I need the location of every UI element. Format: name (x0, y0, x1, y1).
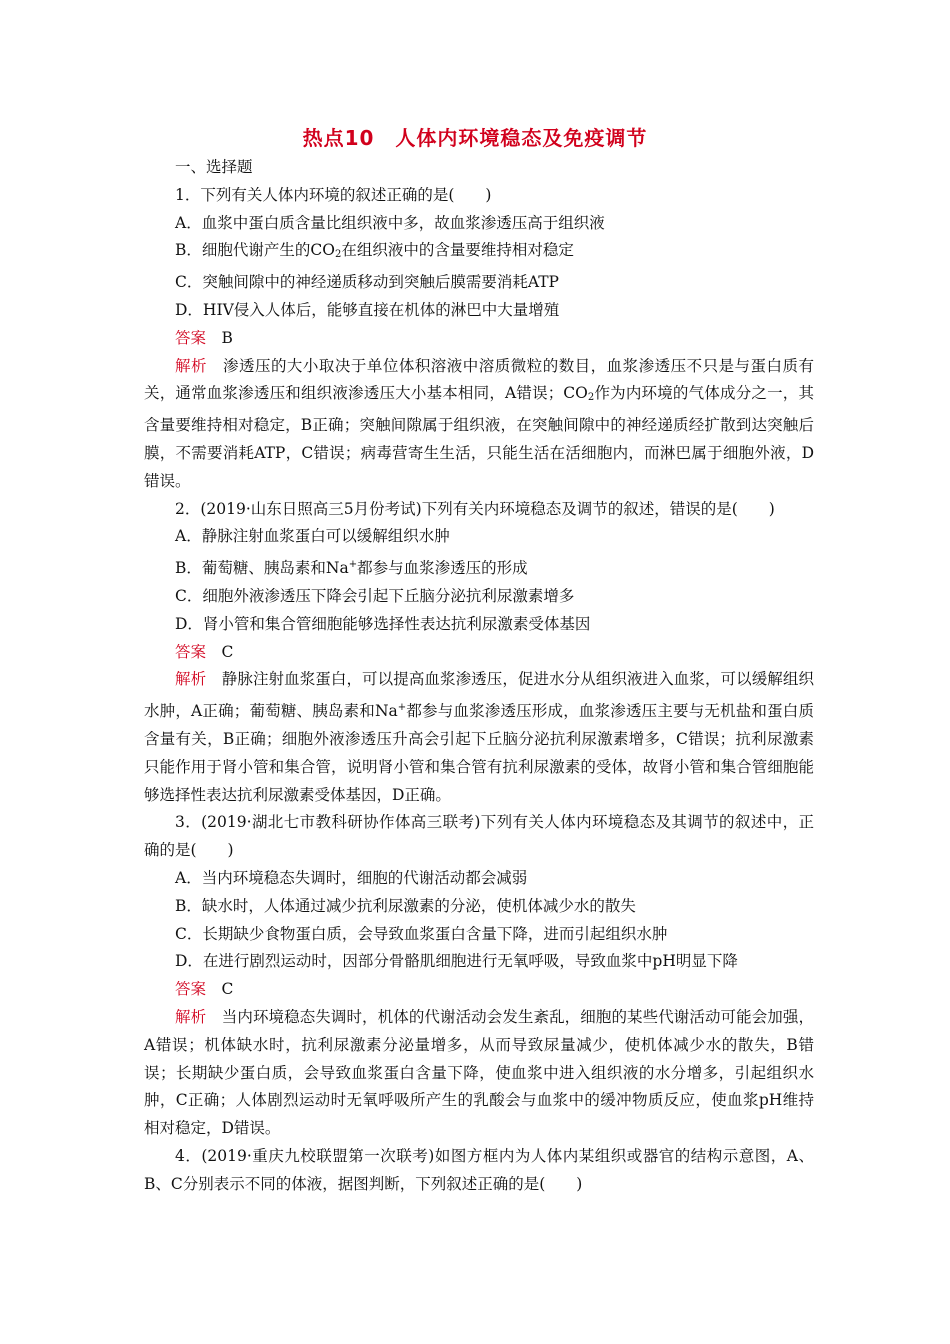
q1-analysis-text-1: 渗透压的大小取决于单位体积溶液中溶质微粒的数目，血浆渗透压不只是与蛋白质有关，通常血浆渗透压和组织液渗透压大小基本相同，A错误；CO (144, 356, 814, 403)
q1-analysis (144, 353, 814, 496)
q2-option-d: D．肾小管和集合管细胞能够选择性表达抗利尿激素受体基因 (175, 614, 591, 633)
q1-option-c: C．突触间隙中的神经递质移动到突触后膜需要消耗ATP (175, 273, 559, 292)
analysis-label: 解析 (175, 1007, 207, 1026)
q2-analysis-text-2: 都参与血浆渗透压形成，血浆渗透压主要与无机盐和蛋白质含量有关，B正确；细胞外液渗透压升高会引起下丘脑分泌抗利尿激素增多，C错误；抗利尿激素只能作用于肾小管和集合管，说明肾小管和集合管有抗利尿激素的受体，故肾小管和集合管细胞能够选择性表达抗利尿激素受体基因，D正确。 (144, 702, 814, 804)
q3-option-d: D．在进行剧烈运动时，因部分骨骼肌细胞进行无氧呼吸，导致血浆中pH明显下降 (175, 952, 738, 971)
q2-analysis (144, 666, 814, 809)
q2-answer-value: C (221, 642, 234, 661)
page-title: 热点10 人体内环境稳态及免疫调节 (302, 126, 648, 150)
q2-option-c: C．细胞外液渗透压下降会引起下丘脑分泌抗利尿激素增多 (175, 586, 575, 605)
q3-analysis (144, 1004, 814, 1143)
q1-analysis-subscript: 2 (587, 392, 595, 404)
q3-answer-value: C (221, 980, 234, 999)
answer-label: 答案 (175, 642, 207, 661)
q1-analysis-text-2: 作为内环境的气体成分之一，其含量要维持相对稳定，B正确；突触间隙属于组织液，在突触间隙中的神经递质经扩散到达突触后膜，不需要消耗ATP，C错误；病毒营寄生生活，只能生活在活细胞内，而淋巴属于细胞外液，D错误。 (144, 384, 814, 490)
q3-option-b: B．缺水时，人体通过减少抗利尿激素的分泌，使机体减少水的散失 (175, 896, 636, 915)
section-heading: 一、选择题 (175, 158, 253, 176)
analysis-label: 解析 (175, 356, 207, 375)
q3-option-c: C．长期缺少食物蛋白质，会导致血浆蛋白含量下降，进而引起组织水肿 (175, 924, 668, 943)
q3-option-a: A．当内环境稳态失调时，细胞的代谢活动都会减弱 (175, 868, 528, 887)
q1-option-b-text-1: B．细胞代谢产生的CO (175, 241, 335, 260)
q2-analysis-superscript: + (397, 702, 407, 714)
q3-stem: 3．(2019·湖北七市教科研协作体高三联考)下列有关人体内环境稳态及其调节的叙述中，正确的是( ) (144, 813, 814, 860)
q1-option-b-subscript: 2 (334, 249, 342, 261)
q2-option-b-text-2: 都参与血浆渗透压的形成 (357, 559, 528, 578)
q3-answer (144, 976, 814, 1004)
q4-stem: 4．(2019·重庆九校联盟第一次联考)如图方框内为人体内某组织或器官的结构示意图，A、B、C分别表示不同的体液，据图判断，下列叙述正确的是( ) (144, 1146, 814, 1193)
q1-option-b (144, 237, 814, 269)
q1-option-b-text-2: 在组织液中的含量要维持相对稳定 (341, 241, 574, 260)
q2-option-a: A．静脉注射血浆蛋白可以缓解组织水肿 (175, 527, 450, 546)
q2-option-b-text-1: B．葡萄糖、胰岛素和Na (175, 559, 349, 578)
q1-option-d: D．HIV侵入人体后，能够直接在机体的淋巴中大量增殖 (175, 300, 560, 319)
answer-label: 答案 (175, 980, 207, 999)
q2-answer (144, 639, 814, 667)
q3-analysis-text: 当内环境稳态失调时，机体的代谢活动会发生紊乱，细胞的某些代谢活动可能会加强，A错误；机体缺水时，抗利尿激素分泌量增多，从而导致尿量减少，使机体减少水的散失，B错误；长期缺少蛋白质，会导致血浆蛋白含量下降，使血浆中进入组织液的水分增多，引起组织水肿，C正确；人体剧烈运动时无氧呼吸所产生的乳酸会与血浆中的缓冲物质反应，使血浆pH维持相对稳定，D错误。 (144, 1007, 814, 1138)
analysis-label: 解析 (175, 670, 207, 689)
q2-stem: 2．(2019·山东日照高三5月份考试)下列有关内环境稳态及调节的叙述，错误的是( ) (175, 499, 775, 518)
q2-option-b-superscript: + (348, 559, 358, 571)
q1-option-a: A．血浆中蛋白质含量比组织液中多，故血浆渗透压高于组织液 (175, 213, 605, 232)
q2-option-b (144, 551, 814, 583)
document-body (144, 154, 814, 1198)
q2-analysis-text-1: 静脉注射血浆蛋白，可以提高血浆渗透压，促进水分从组织液进入血浆，可以缓解组织水肿，A正确；葡萄糖、胰岛素和Na (144, 670, 814, 721)
q1-answer-value: B (221, 328, 233, 347)
q1-stem: 1．下列有关人体内环境的叙述正确的是( ) (175, 185, 492, 204)
answer-label: 答案 (175, 328, 207, 347)
q1-answer (144, 325, 814, 353)
